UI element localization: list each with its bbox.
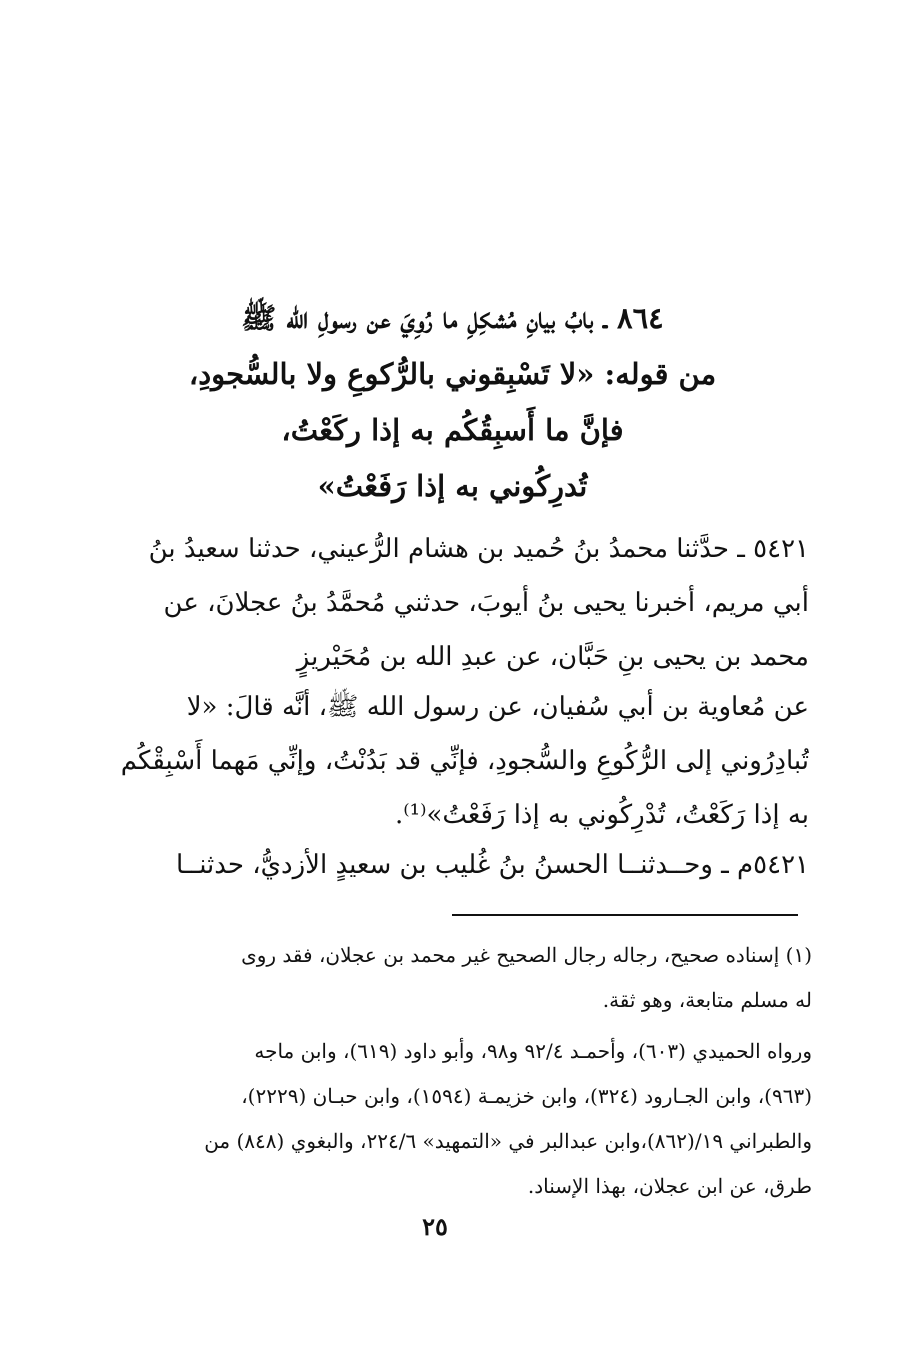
text-line: ٥٤٢١ ـ حدَّثنا محمدُ بنُ حُميد بن هشام الرُّعيني، حدثنا سعيدُ بنُ [148,534,809,564]
footnotes [92,933,812,1209]
text-line: أبي مريم، أخبرنا يحيى بنُ أيوبَ، حدثني مُحمَّدُ بنُ عجلانَ، عن [163,588,809,618]
chapter-heading [100,290,805,514]
chapter-heading-line: فإنَّ ما أَسبِقُكُم به إذا ركَعْتُ، [281,413,624,447]
footnote-line: (١) إسناده صحيح، رجاله رجال الصحيح غير محمد بن عجلان، فقد روى [241,943,812,967]
text-line: ٥٤٢١م ـ وحــدثنــا الحسنُ بنُ غُليب بن سعيدٍ الأزديُّ، حدثنــا [176,850,809,880]
hadith-5421-matn [96,680,809,842]
footnote-line: (٩٦٣)، وابن الجـارود (٣٢٤)، وابن خزيمـة (١٥٩٤)، وابن حبـان (٢٢٢٩)، [241,1084,812,1108]
page-number: ٢٥ [422,1212,448,1241]
footnote-line: والطبراني ١٩/(٨٦٢)،وابن عبدالبر في «التمهيد» ٢٢٤/٦، والبغوي (٨٤٨) من [204,1129,812,1153]
chapter-heading-line: من قوله: «لا تَسْبِقوني بالرُّكوعِ ولا بالسُّجودِ، [188,357,717,391]
footnote-line: ورواه الحميدي (٦٠٣)، وأحمـد ٩٢/٤ و٩٨، وأبو داود (٦١٩)، وابن ماجه [254,1039,812,1063]
hadith-5421-isnad [96,522,809,684]
text-line: تُبادِرُوني إلى الرُّكُوعِ والسُّجودِ، فإنِّي قد بَدُنْتُ، وإنِّي مَهما أَسْبِقْكُم [120,746,809,776]
footnote-line: طرق، عن ابن عجلان، بهذا الإسناد. [527,1174,812,1198]
chapter-heading-line: تُدرِكُوني به إذا رَفَعْتُ» [317,469,588,503]
text-line: به إذا رَكَعْتُ، تُدْرِكُوني به إذا رَفَعْتُ»⁽¹⁾. [395,800,809,830]
text-line: عن مُعاوية بن أبي سُفيان، عن رسول الله ﷺ، أنَّه قالَ: «لا [186,692,809,722]
footnote-separator [452,914,798,916]
text-line: محمد بن يحيى بنِ حَبَّان، عن عبدِ الله بن مُحَيْريزٍ [296,642,809,672]
hadith-5421m [96,838,809,892]
footnote-line: له مسلم متابعة، وهو ثقة. [602,988,812,1012]
chapter-heading-line: ٨٦٤ ـ بابُ بيانِ مُشكِلِ ما رُوِيَ عن رسولِ الله ﷺ [241,301,664,335]
